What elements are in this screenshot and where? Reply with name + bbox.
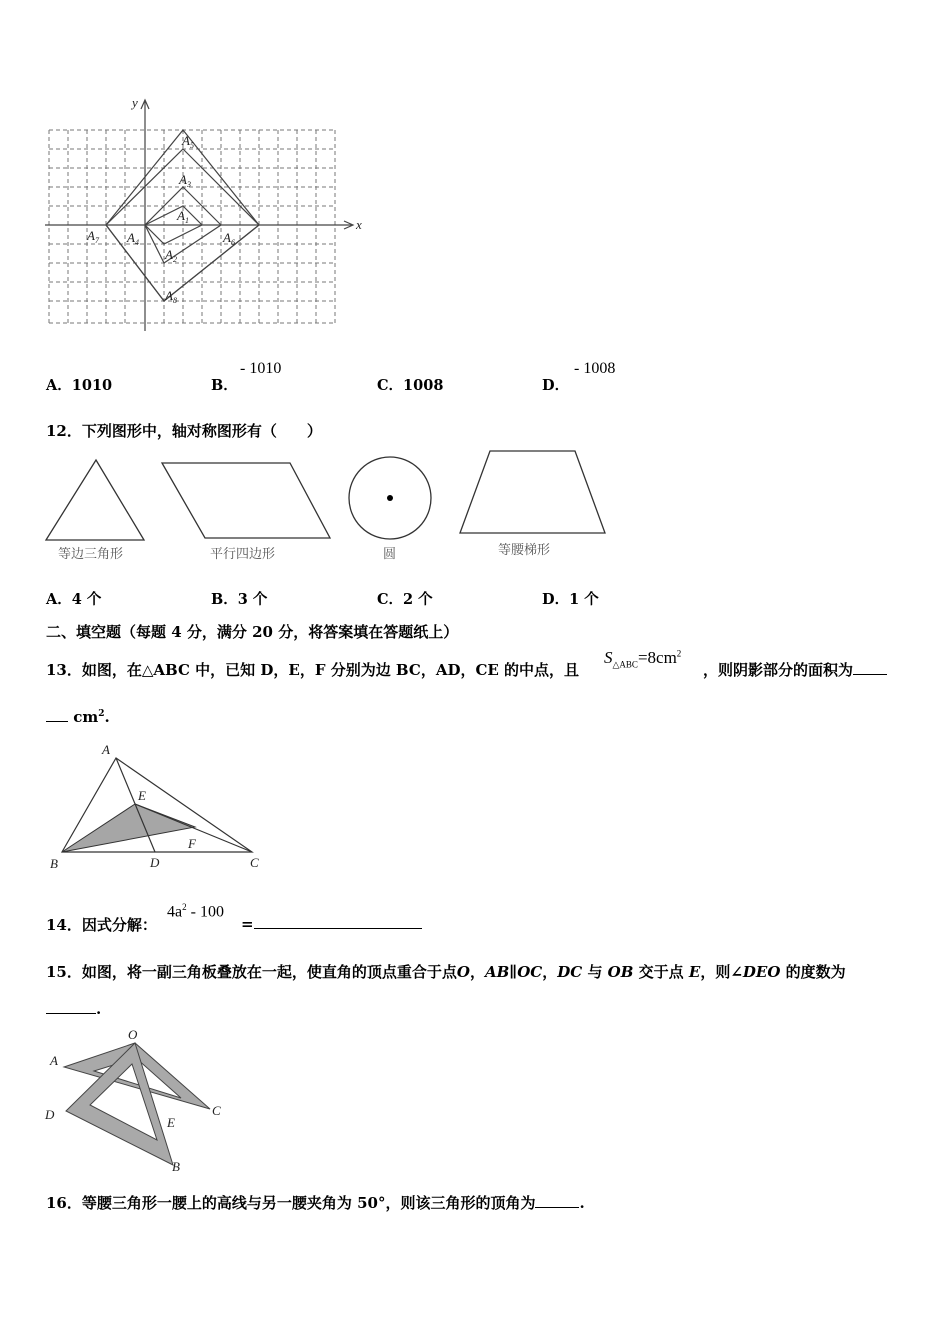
axes	[45, 100, 353, 331]
label-A4: $A_4$	[127, 230, 139, 247]
q15-answer: .	[46, 1000, 101, 1018]
circle-center-dot	[387, 495, 393, 501]
label-circle: 圆	[383, 546, 397, 561]
q15-answer-blank[interactable]	[46, 1013, 96, 1014]
label-A2: $A_2$	[165, 247, 177, 264]
label-A: A	[102, 742, 110, 757]
q12-option-b: B．3 个	[211, 591, 268, 608]
section-2-title: 二、填空题（每题 4 分，满分 20 分，将答案填在答题纸上）	[46, 623, 459, 641]
label-parallelogram: 平行四边形	[210, 546, 276, 561]
q13-answer-blank-line2[interactable]	[46, 721, 68, 722]
q16-answer-blank[interactable]	[535, 1207, 579, 1208]
y-axis-label: y	[132, 95, 138, 110]
q13-answer-blank-line1[interactable]	[853, 674, 887, 675]
q14-stem: 14．因式分解：	[46, 916, 157, 934]
q12-option-d: D．1 个	[542, 591, 599, 608]
label-E: E	[138, 788, 146, 803]
label-equilateral-triangle: 等边三角形	[58, 546, 124, 561]
q11-option-d: D．	[542, 377, 570, 394]
label-D: D	[150, 855, 160, 870]
label-B: B	[172, 1159, 180, 1174]
label-C: C	[212, 1103, 221, 1118]
q11-option-a: A．1010	[46, 377, 113, 394]
q14-answer: =	[241, 915, 422, 933]
point-labels	[86, 133, 235, 305]
q11-option-b: B．	[211, 377, 238, 394]
label-B: B	[50, 856, 58, 871]
q11-option-d-value: - 1008	[574, 360, 616, 377]
label-A6: $A_6$	[223, 230, 235, 247]
label-isosceles-trapezoid: 等腰梯形	[498, 542, 551, 557]
label-A7: $A_7$	[87, 228, 99, 245]
q13-stem-part1: 13．如图，在△ABC 中，已知 D，E，F 分别为边 BC，AD，CE 的中点，且	[46, 661, 580, 679]
label-O: O	[128, 1027, 138, 1042]
q11-coordinate-figure	[40, 95, 370, 340]
label-F: F	[188, 836, 196, 851]
q15-set-squares-figure	[40, 1025, 240, 1175]
q12-stem: 12．下列图形中，轴对称图形有（ ）	[46, 422, 322, 440]
label-D: D	[45, 1107, 55, 1122]
x-axis-label: x	[356, 217, 362, 232]
q12-shapes-figure	[40, 445, 620, 570]
label-A8: $A_8$	[165, 288, 177, 305]
label-A: A	[50, 1053, 58, 1068]
parallelogram-shape	[162, 463, 330, 538]
q11-option-c: C．1008	[377, 377, 444, 394]
q13-stem-part3: $cm^2$.	[46, 708, 110, 726]
q12-option-c: C．2 个	[377, 591, 433, 608]
q12-option-a: A．4 个	[46, 591, 102, 608]
isosceles-trapezoid-shape	[460, 451, 605, 533]
q11-option-b-value: - 1010	[240, 360, 282, 377]
label-E: E	[167, 1115, 175, 1130]
shaded-triangle	[62, 804, 195, 852]
grid-lines	[49, 130, 335, 323]
q13-triangle-figure	[40, 740, 270, 875]
label-A3: $A_3$	[179, 172, 191, 189]
q16-stem: 16．等腰三角形一腰上的高线与另一腰夹角为 50°，则该三角形的顶角为 .	[46, 1194, 585, 1212]
label-A1: $A_1$	[177, 208, 189, 225]
q14-answer-blank[interactable]	[254, 928, 422, 929]
q15-stem: 15．如图，将一副三角板叠放在一起，使直角的顶点重合于点O，AB∥OC，DC 与 OB 交于点 E，则∠DEO 的度数为	[46, 963, 846, 981]
q13-formula: $S_{\triangle ABC}=8cm^2$	[604, 648, 682, 670]
label-A5: $A_5$	[182, 133, 194, 150]
equilateral-triangle-shape	[46, 460, 144, 540]
q13-stem-part2: ，则阴影部分的面积为	[703, 659, 887, 680]
q14-expression: $4a^2 - 100$	[167, 902, 224, 921]
label-C: C	[250, 855, 259, 870]
